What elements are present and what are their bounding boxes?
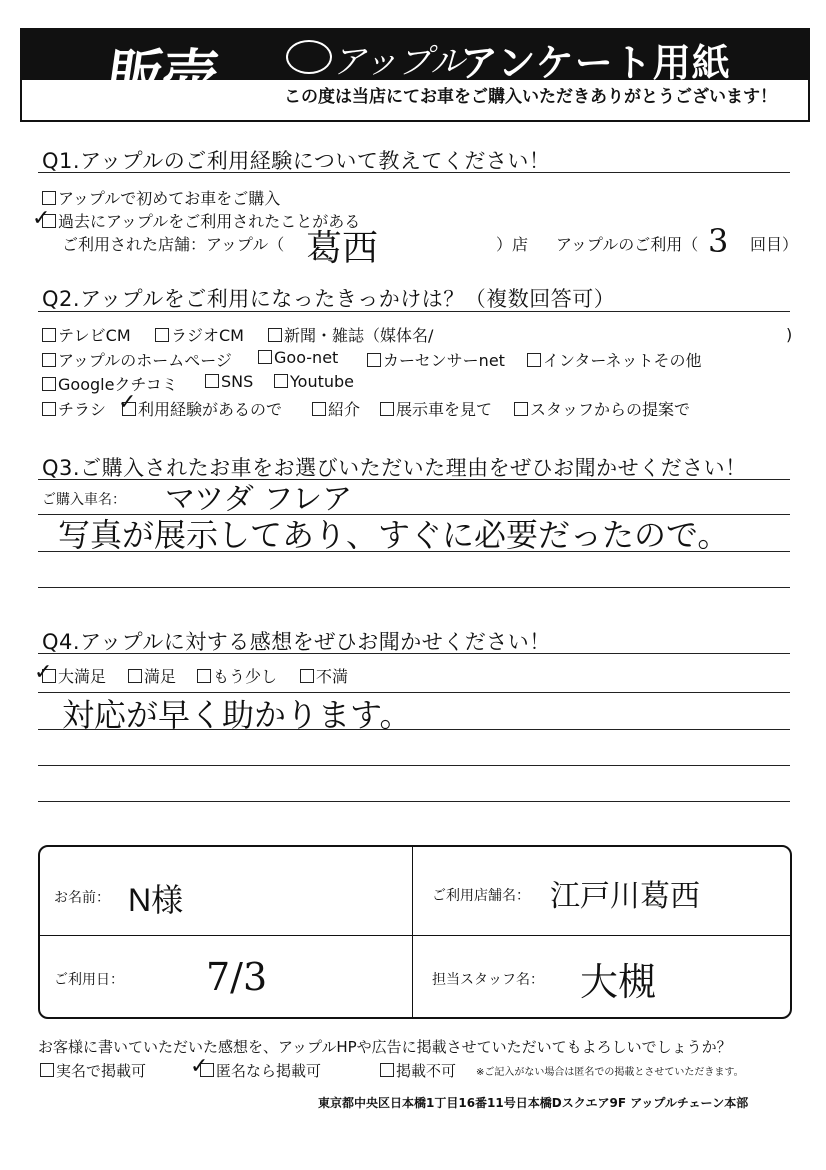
date-label: ご利用日： (54, 972, 124, 988)
consent-option-no-publish[interactable]: 掲載不可 (380, 1060, 456, 1081)
consent-question: お客様に書いていただいた感想を、アップルHPや広告に掲載させていただいてもよろしいでしょうか？ (38, 1038, 732, 1056)
q3-reason-text[interactable]: 写真が展示してあり、すぐに必要だったので。 (58, 516, 730, 554)
check-mark-icon: ✓ (190, 1054, 209, 1079)
q3-car-label: ご購入車名： (42, 492, 126, 508)
q3-line-2 (38, 551, 790, 552)
header-survey-title: アンケート用紙 (460, 41, 731, 85)
checkbox[interactable] (40, 1063, 54, 1077)
checkbox[interactable] (205, 374, 219, 388)
q1-divider (38, 172, 790, 173)
name-label: お名前： (54, 890, 110, 906)
q4-option-very-satisfied[interactable]: 大満足 (42, 664, 106, 687)
checkbox[interactable] (514, 402, 528, 416)
q4-divider (38, 653, 790, 654)
checkbox[interactable] (42, 377, 56, 391)
q3-line-3 (38, 587, 790, 588)
q1-store-label: ご利用された店舗：アップル（ (62, 235, 285, 254)
check-mark-icon: ✓ (32, 206, 51, 231)
q2-option-newspaper[interactable]: 新聞・雑誌（媒体名/ (268, 323, 433, 346)
checkbox[interactable] (274, 374, 288, 388)
q2-option-sns[interactable]: SNS (205, 372, 253, 391)
q2-option-youtube[interactable]: Youtube (274, 372, 354, 391)
q2-option-internet-other[interactable]: インターネットその他 (527, 348, 702, 371)
q4-question: Q4.アップルに対する感想をぜひお聞かせください！ (42, 630, 551, 654)
q2-option-staff-suggestion[interactable]: スタッフからの提案で (514, 397, 690, 420)
checkbox[interactable] (527, 353, 541, 367)
apple-logo-icon (286, 40, 332, 74)
checkbox[interactable] (42, 402, 56, 416)
survey-header (20, 28, 810, 122)
store-label: ご利用店舗名： (432, 888, 530, 904)
q2-option-tv-cm[interactable]: テレビCM (42, 323, 131, 346)
q2-option-radio-cm[interactable]: ラジオCM (155, 323, 244, 346)
q2-divider (38, 311, 790, 312)
checkbox[interactable] (42, 191, 56, 205)
info-divider-vertical (412, 847, 413, 1017)
check-mark-icon: ✓ (34, 660, 53, 685)
checkbox[interactable] (42, 353, 56, 367)
checkbox[interactable] (268, 328, 282, 342)
q2-row1-close: ) (786, 325, 793, 344)
checkbox[interactable] (258, 350, 272, 364)
q1-count-label: アップルのご利用（ (556, 235, 699, 254)
store-value[interactable]: 江戸川葛西 (550, 879, 700, 914)
checkbox[interactable] (312, 402, 326, 416)
checkbox[interactable] (380, 1063, 394, 1077)
checkbox[interactable] (197, 669, 211, 683)
q1-count-value[interactable]: 3 (708, 222, 729, 260)
q1-count-suffix: 回目） (750, 235, 799, 254)
checkbox[interactable] (42, 328, 56, 342)
checkbox[interactable] (380, 402, 394, 416)
consent-note: ※ご記入がない場合は匿名での掲載とさせていただきます。 (476, 1067, 744, 1078)
date-value[interactable]: 7/3 (206, 955, 268, 999)
q2-option-past-use[interactable]: 利用経験があるので (122, 397, 282, 420)
q2-option-referral[interactable]: 紹介 (312, 397, 360, 420)
customer-info-box (38, 845, 792, 1019)
header-brand: アップル (332, 42, 465, 82)
q2-option-flyer[interactable]: チラシ (42, 397, 106, 420)
q3-question: Q3.ご購入されたお車をお選びいただいた理由をぜひお聞かせください！ (42, 456, 747, 480)
q2-option-google-review[interactable]: Googleクチコミ (42, 372, 178, 395)
consent-option-real-name[interactable]: 実名で掲載可 (40, 1060, 146, 1081)
q2-option-goo-net[interactable]: Goo-net (258, 348, 338, 367)
q2-option-display-car[interactable]: 展示車を見て (380, 397, 492, 420)
staff-label: 担当スタッフ名： (432, 972, 544, 988)
name-value[interactable]: N様 (128, 882, 184, 918)
q4-option-satisfied[interactable]: 満足 (128, 664, 176, 687)
q3-divider (38, 479, 790, 480)
q1-option-returning[interactable]: 過去にアップルをご利用されたことがある (42, 209, 360, 232)
staff-value[interactable]: 大槻 (580, 960, 657, 1004)
q4-line-4 (38, 801, 790, 802)
check-mark-icon: ✓ (118, 390, 137, 415)
q1-question: Q1.アップルのご利用経験について教えてください！ (42, 149, 551, 173)
header-subtitle: この度は当店にてお車をご購入いただきありがとうございます！ (284, 87, 777, 107)
q4-comment-text[interactable]: 対応が早く助かります。 (62, 696, 412, 734)
q1-store-value[interactable]: 葛西 (306, 228, 379, 269)
q4-option-dissatisfied[interactable]: 不満 (300, 664, 348, 687)
q4-line-2 (38, 729, 790, 730)
q2-option-carsensor[interactable]: カーセンサーnet (367, 348, 505, 371)
q2-option-homepage[interactable]: アップルのホームページ (42, 348, 232, 371)
checkbox[interactable] (128, 669, 142, 683)
checkbox[interactable] (367, 353, 381, 367)
q3-car-value[interactable]: マツダ フレア (165, 482, 353, 517)
q1-option-first-purchase[interactable]: アップルで初めてお車をご購入 (42, 186, 280, 209)
q4-line-3 (38, 765, 790, 766)
info-divider-horizontal (40, 935, 790, 936)
q4-option-could-improve[interactable]: もう少し (197, 664, 277, 687)
q2-question: Q2.アップルをご利用になったきっかけは？（複数回答可） (42, 287, 616, 311)
q1-store-suffix: ）店 (496, 235, 529, 254)
checkbox[interactable] (300, 669, 314, 683)
footer-address: 東京都中央区日本橋1丁目16番11号日本橋Dスクエア9F アップルチェーン本部 (318, 1096, 749, 1110)
checkbox[interactable] (155, 328, 169, 342)
header-main-title: 販売 (102, 43, 221, 109)
consent-option-anonymous[interactable]: 匿名なら掲載可 (200, 1060, 321, 1081)
